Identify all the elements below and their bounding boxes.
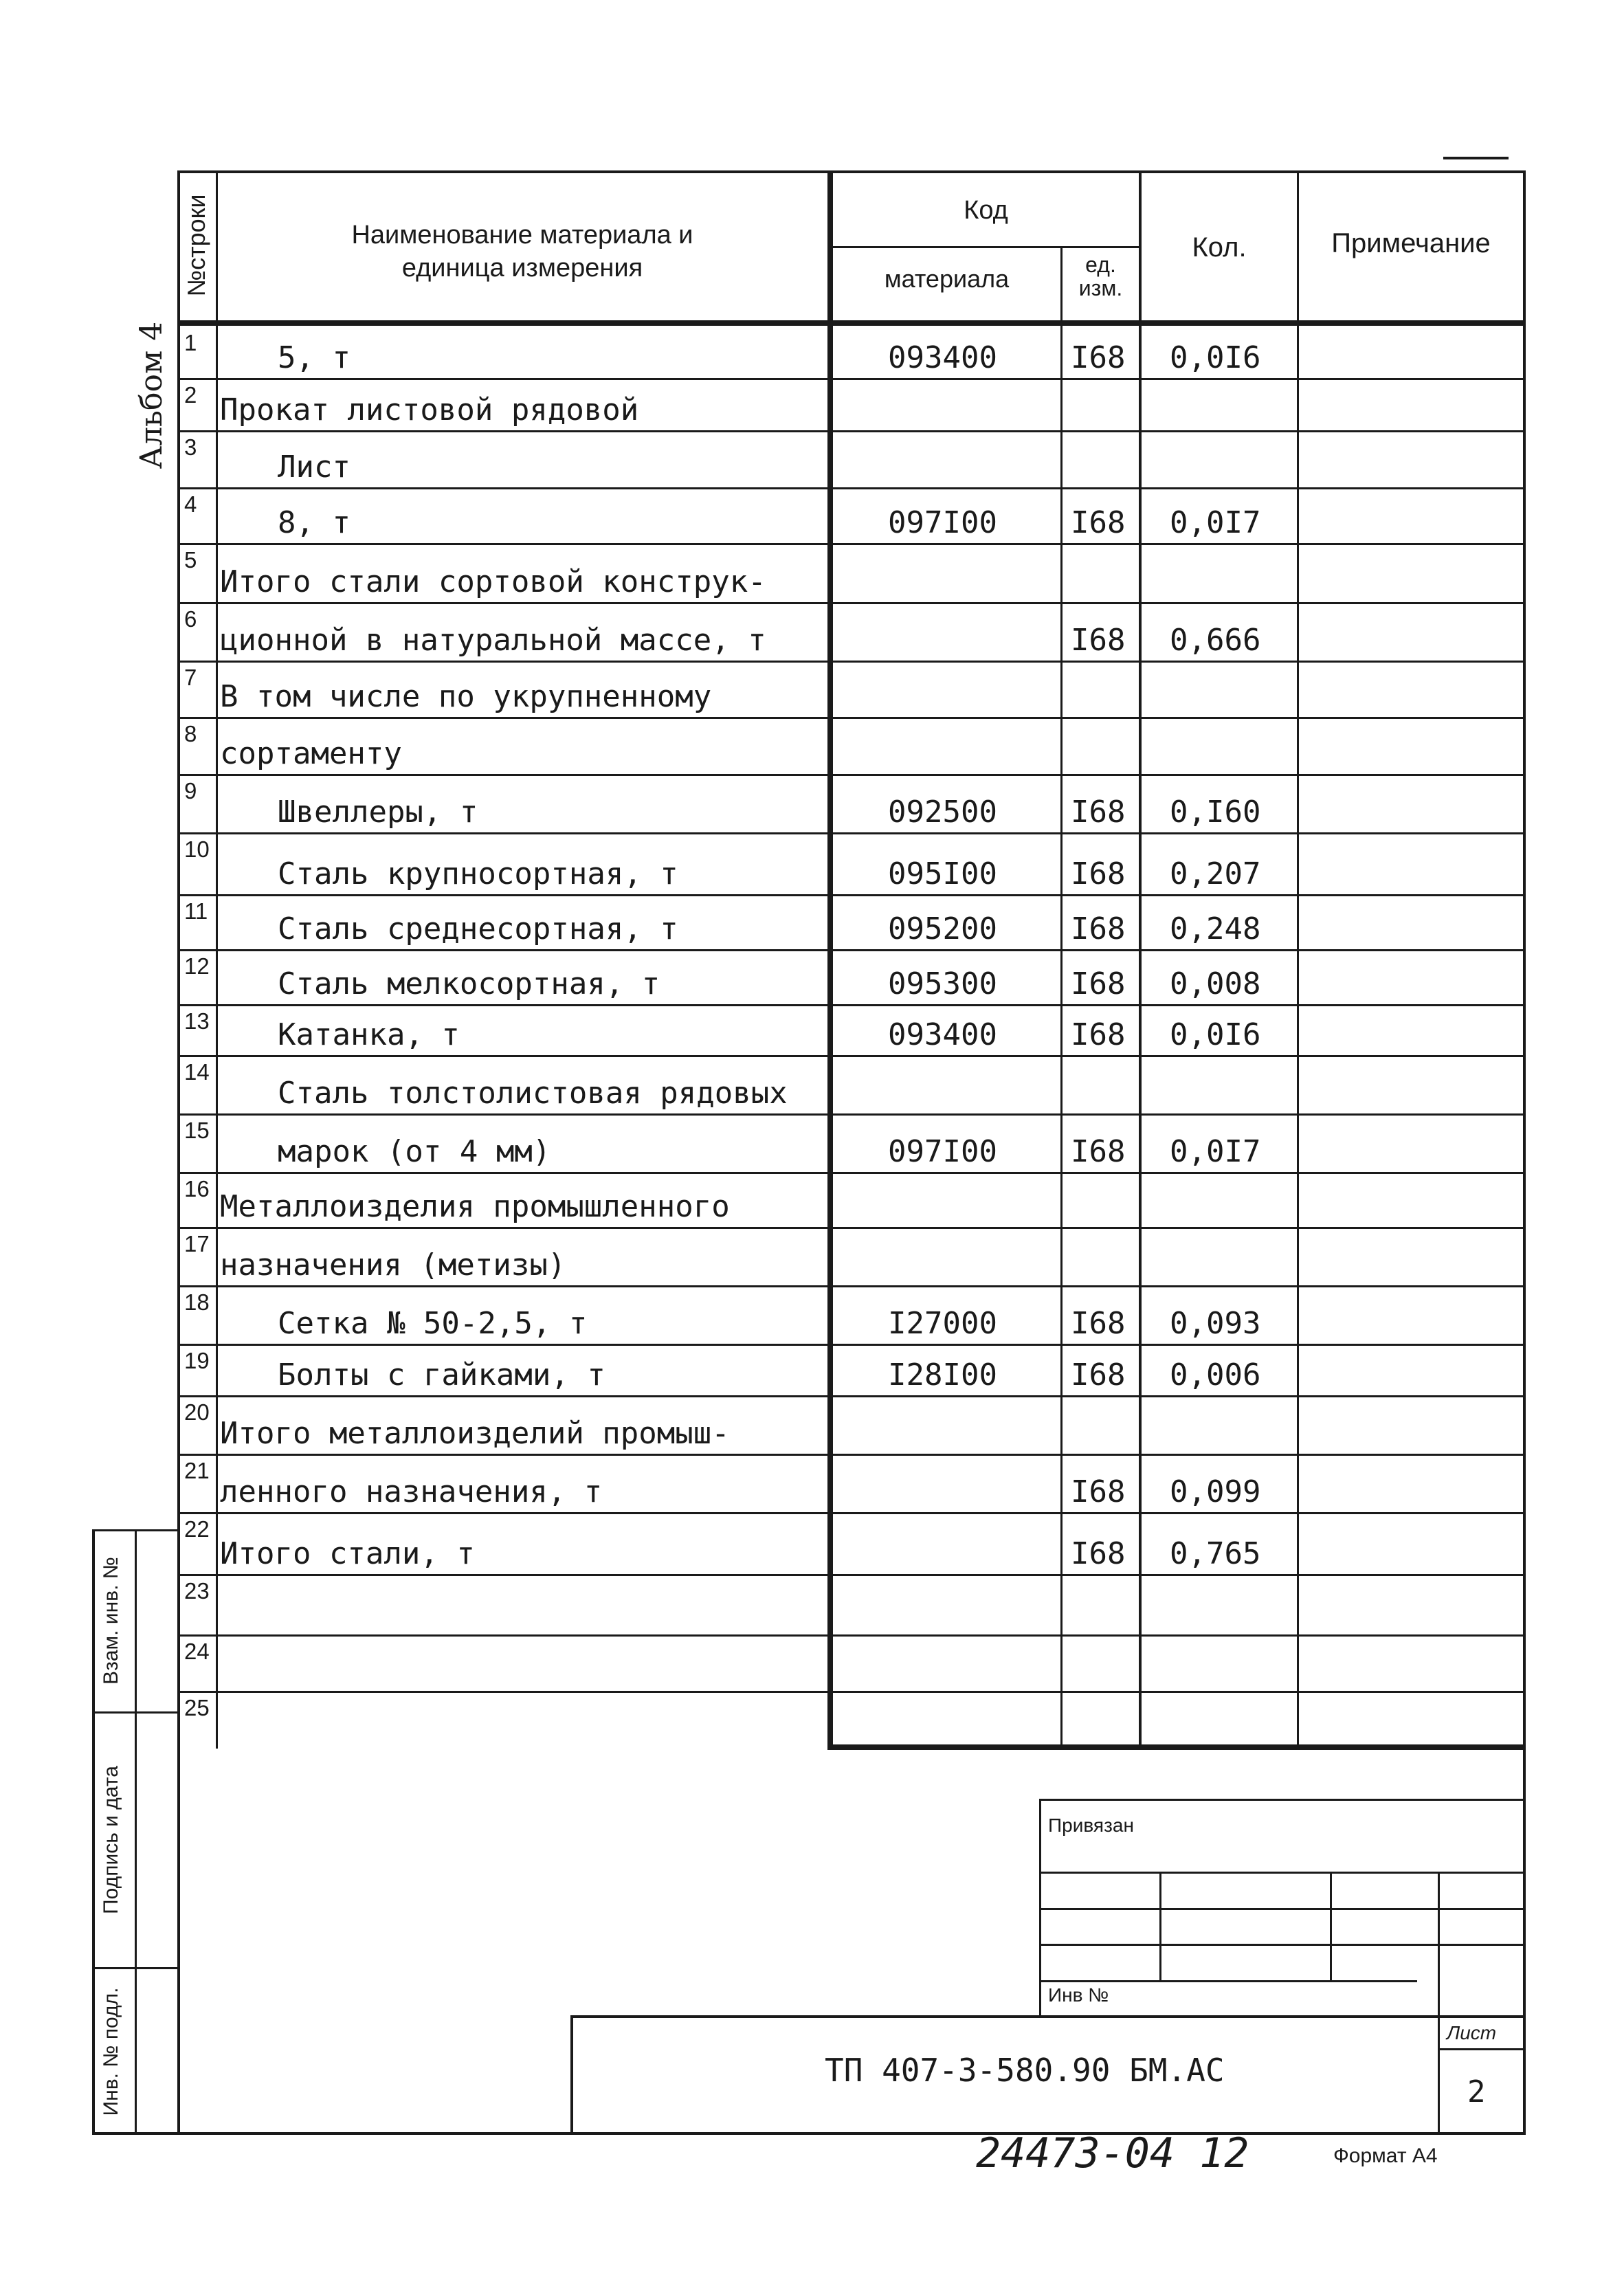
corner-mark bbox=[1443, 157, 1509, 159]
tb-col-2 bbox=[1330, 1872, 1332, 1980]
row-rule bbox=[180, 832, 1523, 834]
row-rule bbox=[180, 894, 1523, 896]
row-number: 24 bbox=[184, 1639, 210, 1664]
row-name: Катанка, т bbox=[278, 1017, 460, 1052]
header-row-no: №строки bbox=[182, 194, 210, 297]
tb-row-1 bbox=[1039, 1872, 1526, 1874]
row-name: Сталь мелкосортная, т bbox=[278, 966, 660, 1001]
row-rule bbox=[180, 717, 1523, 719]
table-row bbox=[180, 1454, 1523, 1512]
frame-top bbox=[177, 170, 1526, 173]
row-name: Итого стали, т bbox=[220, 1536, 475, 1571]
row-name: Сталь толстолистовая рядовых bbox=[278, 1076, 788, 1111]
row-name: Сетка № 50-2,5, т bbox=[278, 1306, 588, 1341]
row-qty: 0,0I6 bbox=[1170, 340, 1261, 375]
row-rule bbox=[180, 661, 1523, 663]
row-unit: I68 bbox=[1071, 1017, 1126, 1052]
row-number: 5 bbox=[184, 547, 197, 573]
row-name: Лист bbox=[278, 450, 351, 485]
table-row bbox=[180, 1055, 1523, 1113]
row-name: Сталь крупносортная, т bbox=[278, 856, 678, 891]
row-number: 13 bbox=[184, 1008, 210, 1034]
header-unit bbox=[1063, 253, 1139, 300]
tb-privyazan-top bbox=[1039, 1799, 1526, 1801]
row-number: 25 bbox=[184, 1695, 210, 1720]
row-number: 23 bbox=[184, 1578, 210, 1604]
row-qty: 0,I60 bbox=[1170, 795, 1261, 830]
stamp-top bbox=[92, 1529, 180, 1531]
row-unit: I68 bbox=[1071, 1134, 1126, 1169]
stamp-podpis: Подпись и дата bbox=[100, 1766, 122, 1914]
table-row bbox=[180, 326, 1523, 378]
row-qty: 0,207 bbox=[1170, 856, 1261, 891]
row-number: 3 bbox=[184, 434, 197, 460]
row-qty: 0,0I7 bbox=[1170, 505, 1261, 540]
table-row bbox=[180, 774, 1523, 832]
row-code: 093400 bbox=[888, 340, 997, 375]
table-row bbox=[180, 1344, 1523, 1395]
row-unit: I68 bbox=[1071, 1306, 1126, 1341]
row-code: 095200 bbox=[888, 911, 997, 946]
table-row bbox=[180, 832, 1523, 894]
row-qty: 0,008 bbox=[1170, 966, 1261, 1001]
row-rule bbox=[180, 1344, 1523, 1346]
header-code: Код bbox=[964, 196, 1008, 225]
table-row bbox=[180, 1691, 1523, 1744]
row-code: 095300 bbox=[888, 966, 997, 1001]
hdr-code-sub bbox=[827, 246, 1141, 248]
row-code: I27000 bbox=[888, 1306, 997, 1341]
row-code: 097I00 bbox=[888, 1134, 997, 1169]
row-rule bbox=[180, 1055, 1523, 1057]
row-name: назначения (метизы) bbox=[220, 1248, 566, 1283]
row-code: I28I00 bbox=[888, 1357, 997, 1393]
row-rule bbox=[180, 949, 1523, 951]
row-qty: 0,666 bbox=[1170, 623, 1261, 658]
tb-privyazan: Привязан bbox=[1048, 1815, 1134, 1836]
row-unit: I68 bbox=[1071, 1536, 1126, 1571]
row-number: 22 bbox=[184, 1516, 210, 1542]
row-qty: 0,248 bbox=[1170, 911, 1261, 946]
row-rule bbox=[180, 1004, 1523, 1006]
header-unit-text: ед. изм. bbox=[1078, 252, 1123, 300]
tb-col-3 bbox=[1438, 1872, 1440, 2135]
tb-row-4 bbox=[1039, 1980, 1417, 1982]
row-rule bbox=[180, 1113, 1523, 1116]
table-row bbox=[180, 430, 1523, 487]
row-code: 092500 bbox=[888, 795, 997, 830]
row-number: 19 bbox=[184, 1348, 210, 1373]
row-name: Швеллеры, т bbox=[278, 795, 478, 830]
tb-inv-no: Инв № bbox=[1048, 1984, 1109, 2006]
row-unit: I68 bbox=[1071, 856, 1126, 891]
row-number: 9 bbox=[184, 778, 197, 803]
table-row bbox=[180, 717, 1523, 774]
row-code: 093400 bbox=[888, 1017, 997, 1052]
table-row bbox=[180, 1172, 1523, 1227]
row-number: 7 bbox=[184, 665, 197, 690]
table-row bbox=[180, 661, 1523, 717]
row-name: сортаменту bbox=[220, 736, 402, 771]
row-qty: 0,765 bbox=[1170, 1536, 1261, 1571]
row-name: Металлоизделия промышленного bbox=[220, 1189, 730, 1224]
row-number: 21 bbox=[184, 1458, 210, 1483]
row-unit: I68 bbox=[1071, 623, 1126, 658]
row-name: 8, т bbox=[278, 505, 351, 540]
row-rule bbox=[180, 774, 1523, 776]
table-row bbox=[180, 1004, 1523, 1055]
row-name: Сталь среднесортная, т bbox=[278, 911, 678, 946]
row-name: 5, т bbox=[278, 340, 351, 375]
row-number: 10 bbox=[184, 836, 210, 862]
row-name: ционной в натуральной массе, т bbox=[220, 623, 766, 658]
row-number: 4 bbox=[184, 491, 197, 517]
tb-row-2 bbox=[1039, 1908, 1526, 1910]
row-qty: 0,006 bbox=[1170, 1357, 1261, 1393]
table-row bbox=[180, 1634, 1523, 1691]
table-row bbox=[180, 378, 1523, 430]
row-name: Болты с гайками, т bbox=[278, 1357, 605, 1393]
table-row bbox=[180, 1395, 1523, 1454]
row-rule bbox=[180, 487, 1523, 489]
tb-sheet-label: Лист bbox=[1447, 2022, 1497, 2043]
row-number: 6 bbox=[184, 606, 197, 632]
row-qty: 0,0I6 bbox=[1170, 1017, 1261, 1052]
frame-bottom bbox=[92, 2132, 1526, 2135]
row-number: 11 bbox=[184, 898, 208, 924]
row-rule bbox=[180, 543, 1523, 545]
table-row bbox=[180, 949, 1523, 1004]
side-label-album: Альбом 4 bbox=[134, 321, 169, 469]
row-number: 17 bbox=[184, 1231, 210, 1256]
row-rule bbox=[180, 1454, 1523, 1456]
header-qty: Кол. bbox=[1192, 232, 1247, 263]
row-qty: 0,099 bbox=[1170, 1474, 1261, 1509]
stamp-inv: Инв. № подл. bbox=[100, 1987, 122, 2116]
row-name: Прокат листовой рядовой bbox=[220, 392, 639, 428]
row-number: 16 bbox=[184, 1176, 210, 1201]
tb-col-1 bbox=[1159, 1872, 1161, 1980]
row-unit: I68 bbox=[1071, 340, 1126, 375]
table-row bbox=[180, 1285, 1523, 1344]
row-number: 8 bbox=[184, 721, 197, 746]
row-unit: I68 bbox=[1071, 1357, 1126, 1393]
row-rule bbox=[180, 378, 1523, 380]
row-name: марок (от 4 мм) bbox=[278, 1134, 551, 1169]
row-number: 12 bbox=[184, 953, 210, 979]
body-bottom-rule bbox=[827, 1744, 1526, 1750]
row-rule bbox=[180, 1227, 1523, 1229]
stamp-vzam: Взам. инв. № bbox=[100, 1557, 122, 1685]
row-number: 2 bbox=[184, 382, 197, 408]
tb-doc-code: ТП 407-3-580.90 БМ.АС bbox=[825, 2052, 1225, 2089]
table-row bbox=[180, 543, 1523, 602]
table-row bbox=[180, 1574, 1523, 1634]
table-row bbox=[180, 602, 1523, 661]
row-number: 18 bbox=[184, 1289, 210, 1315]
tb-sheet-div bbox=[1438, 2048, 1526, 2050]
row-rule bbox=[180, 602, 1523, 604]
row-code: 095I00 bbox=[888, 856, 997, 891]
row-rule bbox=[180, 1634, 1523, 1637]
tb-main-top bbox=[570, 2015, 1526, 2018]
row-unit: I68 bbox=[1071, 911, 1126, 946]
tb-privyazan-left bbox=[1039, 1799, 1041, 2015]
header-name bbox=[220, 219, 825, 285]
row-number: 15 bbox=[184, 1118, 210, 1143]
header-name-text: Наименование материала и единица измерения bbox=[351, 221, 693, 282]
row-rule bbox=[180, 1691, 1523, 1693]
row-code: 097I00 bbox=[888, 505, 997, 540]
header-material: материала bbox=[884, 265, 1010, 293]
row-number: 14 bbox=[184, 1059, 210, 1085]
table-row bbox=[180, 1512, 1523, 1574]
row-rule bbox=[180, 1285, 1523, 1287]
footer-format: Формат А4 bbox=[1333, 2144, 1438, 2167]
row-rule bbox=[180, 430, 1523, 432]
row-rule bbox=[180, 1172, 1523, 1174]
table-row bbox=[180, 487, 1523, 543]
row-name: ленного назначения, т bbox=[220, 1474, 603, 1509]
tb-row-3 bbox=[1039, 1944, 1526, 1946]
stamp-div-1 bbox=[92, 1711, 180, 1714]
tb-main-left bbox=[570, 2015, 573, 2135]
stamp-left bbox=[92, 1529, 95, 2135]
row-number: 20 bbox=[184, 1399, 210, 1425]
footer-handwritten: 24473-04 12 bbox=[976, 2129, 1249, 2177]
row-rule bbox=[180, 1574, 1523, 1576]
row-unit: I68 bbox=[1071, 1474, 1126, 1509]
frame-right bbox=[1523, 170, 1526, 2135]
row-rule bbox=[180, 1395, 1523, 1397]
table-row bbox=[180, 894, 1523, 949]
table-row bbox=[180, 1113, 1523, 1172]
header-note: Примечание bbox=[1331, 228, 1491, 258]
row-unit: I68 bbox=[1071, 795, 1126, 830]
row-rule bbox=[180, 1512, 1523, 1514]
row-name: Итого стали сортовой конструк- bbox=[220, 564, 766, 599]
row-number: 1 bbox=[184, 330, 197, 355]
header-rule bbox=[177, 320, 1526, 326]
stamp-mid bbox=[135, 1529, 137, 2135]
tb-sheet-no: 2 bbox=[1467, 2074, 1486, 2109]
row-qty: 0,0I7 bbox=[1170, 1134, 1261, 1169]
row-name: Итого металлоизделий промыш- bbox=[220, 1416, 730, 1451]
table-row bbox=[180, 1227, 1523, 1285]
row-unit: I68 bbox=[1071, 966, 1126, 1001]
row-unit: I68 bbox=[1071, 505, 1126, 540]
row-name: В том числе по укрупненному bbox=[220, 679, 712, 714]
row-qty: 0,093 bbox=[1170, 1306, 1261, 1341]
